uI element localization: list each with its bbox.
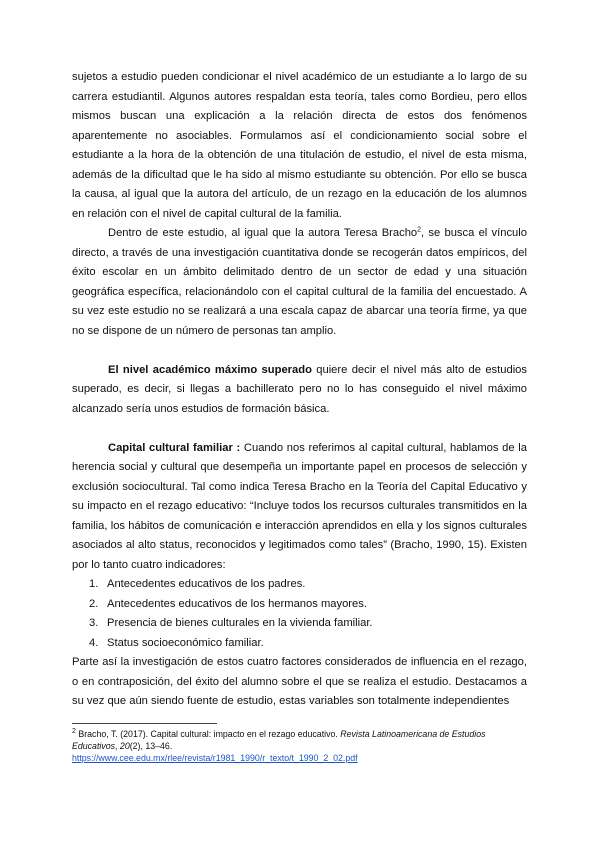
paragraph-2-text-a: Dentro de este estudio, al igual que la autora Teresa Bracho	[108, 227, 418, 239]
footnote-citation: Bracho, T. (2017). Capital cultural: impacto en el rezago educativo.	[75, 729, 341, 739]
paragraph-3-text: quiere decir el nivel más alto de estudios superado, es decir, si llegas a bachillerato pero no lo has conseguido el nivel máximo alcanzado sería unos estudios de formación básica.	[72, 363, 527, 415]
paragraph-spacer	[72, 341, 527, 361]
term-capital-cultural: Capital cultural familiar :	[108, 441, 241, 454]
paragraph-4	[72, 439, 527, 576]
footnote-journal: Revista Latinoamericana de Estudios Educativos	[72, 729, 486, 751]
list-item	[72, 634, 527, 654]
list-item	[72, 614, 527, 634]
list-number: 2.	[89, 597, 99, 610]
footnote-volume: 20	[119, 741, 130, 751]
list-number: 1.	[89, 578, 99, 590]
paragraph-2-text-b: , se busca el vínculo directo, a través de una investigación cuantitativa donde se recogerán datos empíricos, del éxito escolar en un ámbito delimitado dentro de un sector de edad y una situación geográfica específica, relacionándolo con el capital cultural de la familia del encuestado. A su vez este estudio no se realizará a una escala capaz de abarcar una teoría firme, ya que no se dispone de un número de personas tan amplio.	[72, 227, 527, 337]
footnote-sep: ,	[115, 741, 120, 751]
footnote-pages: (2), 13–46.	[129, 741, 173, 751]
list-text: Status socioeconómico familiar.	[107, 636, 264, 649]
term-nivel-academico: El nivel académico máximo superado	[108, 363, 312, 376]
footnote-mark: 2	[72, 728, 76, 736]
footnote-link[interactable]: https://www.cee.edu.mx/rlee/revista/r1981_1990/r_texto/t_1990_2_02.pdf	[72, 753, 358, 763]
paragraph-3	[72, 361, 527, 420]
list-item	[72, 575, 527, 595]
body-text	[72, 68, 527, 712]
footnote	[72, 728, 527, 764]
footnote-divider	[72, 723, 217, 724]
paragraph-5: Parte así la investigación de estos cuatro factores considerados de influencia en el rezago, o en contraposición, del éxito del alumno sobre el que se realiza el estudio. Destacamos a su vez que aún siendo fuente de estudio, estas variables son totalmente independientes	[72, 656, 527, 707]
footnote-reference: 2	[417, 226, 422, 234]
indicator-list	[72, 575, 527, 653]
list-text: Antecedentes educativos de los padres.	[107, 578, 306, 590]
list-text: Presencia de bienes culturales en la vivienda familiar.	[107, 617, 373, 629]
paragraph-2	[72, 224, 527, 341]
paragraph-spacer	[72, 419, 527, 439]
paragraph-4-text: Cuando nos referimos al capital cultural, hablamos de la herencia social y cultural que desempeña un importante papel en procesos de selección y exclusión sociocultural. Tal como indica Teresa Bracho en la Teoría del Capital Educativo y su impacto en el rezago educativo: “Incluye todos los recursos culturales transmitidos en la familia, los hábitos de comunicación e interacción aprendidos en ella y los signos culturales asociados al alto status, reconocidos y legitimados como tales” (Bracho, 1990, 15). Existen por lo tanto cuatro indicadores:	[72, 441, 527, 571]
list-text: Antecedentes educativos de los hermanos mayores.	[107, 597, 367, 610]
paragraph-1: sujetos a estudio pueden condicionar el nivel académico de un estudiante a lo largo de su carrera estudiantil. Algunos autores respaldan esta teoría, tales como Bordieu, pero ellos mismos buscan una explicación a la relación directa de estos dos fenómenos aparentemente no asociables. Formulamos así el condicionamiento social sobre el estudiante a la hora de la obtención de una titulación de estudio, el nivel de esta misma, además de la dificultad que le ha sido al mismo estudiante su obtención. Por ello se busca la causa, al igual que la autora del artículo, de un rezago en la educación de los alumnos en relación con el nivel de capital cultural de la familia.	[72, 71, 527, 220]
list-number: 3.	[89, 617, 99, 629]
list-item	[72, 595, 527, 615]
list-number: 4.	[89, 636, 99, 649]
